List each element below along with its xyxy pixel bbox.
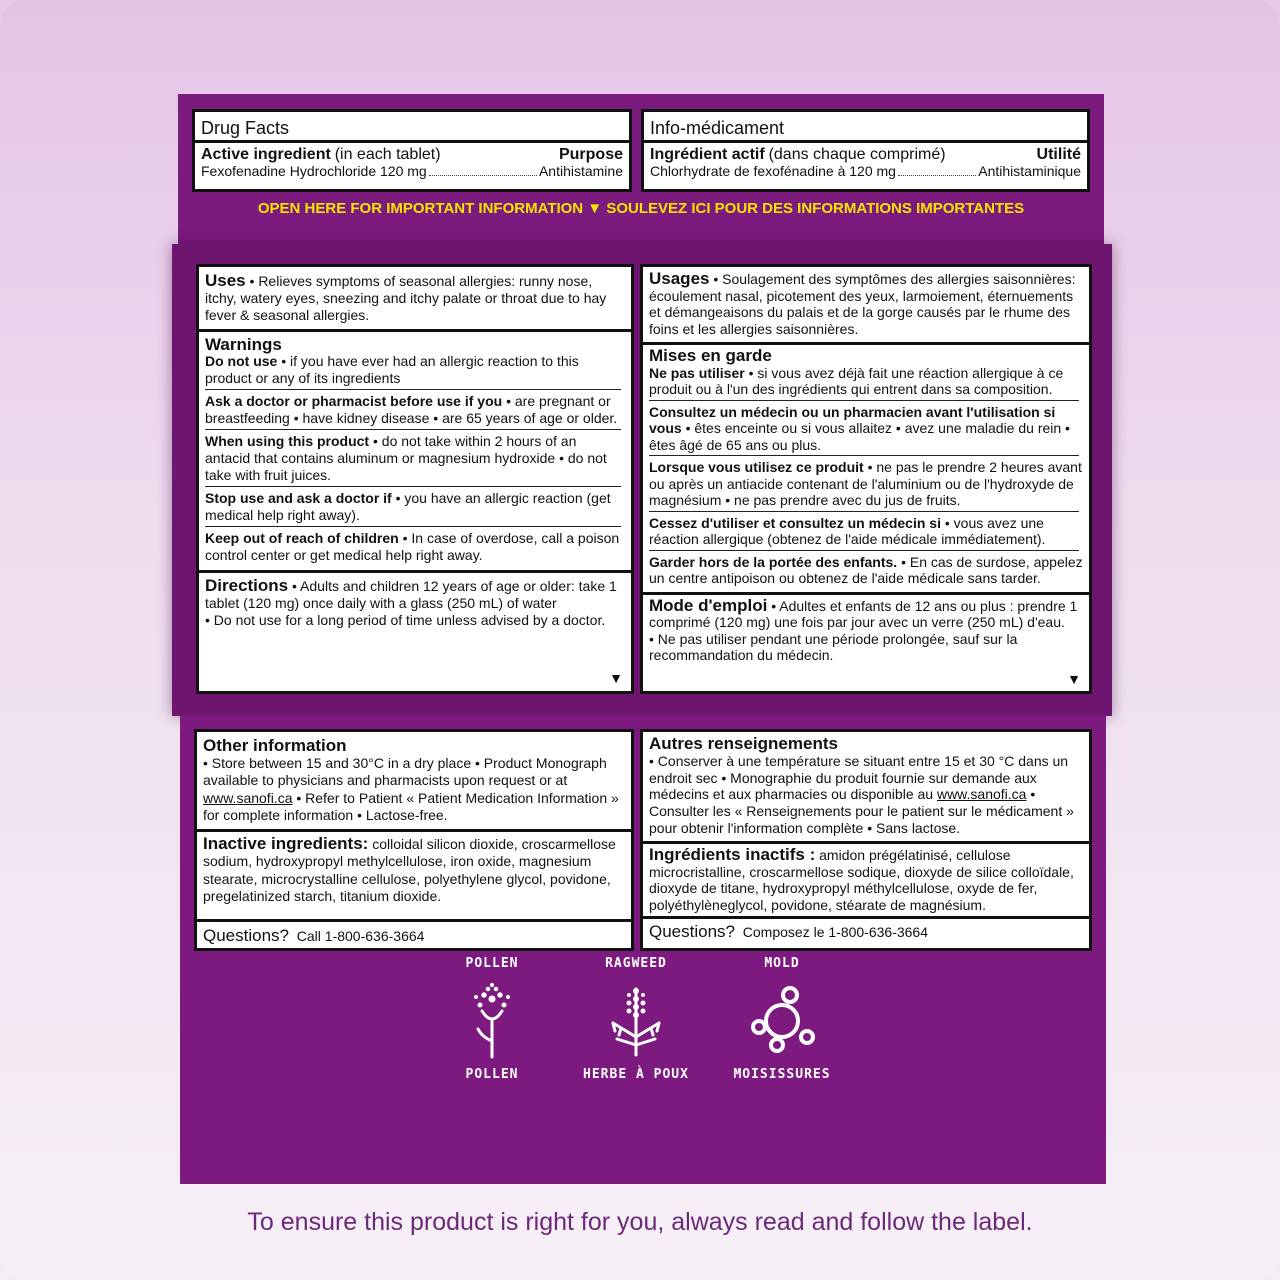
directions-text: • Adults and children 12 years of age or older: take 1 tablet (120 mg) once daily with a glass (250 mL) of water: [205, 578, 617, 611]
leader-dots: [898, 175, 976, 176]
questions-heading-fr: Questions?: [649, 922, 735, 941]
pollen-icon: [462, 981, 522, 1059]
stop-use-heading: Stop use and ask a doctor if: [205, 490, 392, 506]
uses-warnings-panel-en: [196, 264, 634, 694]
purpose-value-fr: Antihistaminique: [978, 163, 1081, 179]
footer-disclaimer: To ensure this product is right for you, always read and follow the label.: [247, 1208, 1033, 1236]
inactive-heading: Inactive ingredients:: [203, 833, 369, 853]
other-info-heading-fr: Autres renseignements: [649, 734, 838, 753]
ask-doctor-heading: Ask a doctor or pharmacist before use if you: [205, 393, 503, 409]
warnings-heading-fr: Mises en garde: [649, 346, 772, 365]
uses-heading-fr: Usages: [649, 269, 710, 288]
directions-text-2-fr: • Ne pas utiliser pendant une période prolongée, sauf sur la recommandation du médecin.: [649, 630, 1018, 663]
other-info-heading: Other information: [203, 736, 347, 755]
mold-badge: [712, 956, 852, 1082]
drug-facts-header-fr: [641, 109, 1090, 192]
questions-text-fr[interactable]: Composez le 1-800-636-3664: [742, 924, 929, 940]
triangle-down-icon: ▼: [609, 670, 623, 686]
active-ingredient-note: (in each tablet): [334, 146, 441, 163]
other-info-text-2: • Refer to Patient « Patient Medication Information » for complete information • Lactose-free.: [203, 789, 619, 823]
other-info-panel-en: [194, 729, 634, 951]
when-using-text-fr: • ne pas le prendre 2 heures avant ou après un antiacide contenant de l'aluminium ou de l'hydroxyde de magnésium • ne pas prendre avec du jus de fruits.: [649, 459, 1082, 508]
questions-heading: Questions?: [203, 926, 289, 945]
keep-out-heading-fr: Garder hors de la portée des enfants.: [649, 553, 898, 570]
purpose-label-fr: Utilité: [1036, 146, 1081, 163]
ingredient-value: Fexofenadine Hydrochloride 120 mg: [201, 163, 427, 179]
directions-text-fr: • Adultes et enfants de 12 ans ou plus : prendre 1 comprimé (120 mg) une fois par jour avec un verre (250 mL) d'eau.: [649, 597, 1078, 630]
active-ingredient-label-fr: Ingrédient actif: [650, 146, 765, 163]
directions-text-2: • Do not use for a long period of time unless advised by a doctor.: [205, 612, 606, 628]
stop-use-text: • you have an allergic reaction (get medical help right away).: [205, 490, 611, 523]
ask-doctor-text: • are pregnant or breastfeeding • have kidney disease • are 65 years of age or older.: [205, 393, 618, 426]
ragweed-icon: [601, 981, 671, 1059]
directions-heading: Directions: [205, 576, 289, 595]
drug-facts-header-en: [192, 109, 632, 192]
directions-heading-fr: Mode d'emploi: [649, 595, 768, 615]
do-not-use-text-fr: • si vous avez déjà fait une réaction allergique à ce produit ou à l'un des ingrédients qui entrent dans sa composition.: [649, 364, 1064, 397]
open-here-banner[interactable]: OPEN HERE FOR IMPORTANT INFORMATION ▼ SOULEVEZ ICI POUR DES INFORMATIONS IMPORTANTES: [257, 200, 1025, 217]
ragweed-badge: [566, 956, 706, 1082]
inactive-text-fr: amidon prégélatinisé, cellulose microcristalline, croscarmellose sodique, dioxyde de silice colloïdale, dioxyde de titane, hydroxypropyl méthylcellulose, oxyde de fer, polyéthylèneglycol, povidone, stéarate de magnésium.: [649, 846, 1074, 914]
mold-icon: [747, 981, 817, 1059]
ask-doctor-heading-fr: Consultez un médecin ou un pharmacien avant l'utilisation si vous: [649, 403, 1056, 436]
keep-out-heading: Keep out of reach of children: [205, 530, 399, 546]
inactive-text: colloidal silicon dioxide, croscarmellose sodium, hydroxypropyl methylcellulose, iron oxide, magnesium stearate, microcrystalline cellulose, polyethylene glycol, povidone, pregelatinized starch, titanium dioxide.: [203, 835, 616, 904]
keep-out-text: • In case of overdose, call a poison control center or get medical help right away.: [205, 530, 620, 563]
uses-text-fr: • Soulagement des symptômes des allergies saisonnières: écoulement nasal, picotement des yeux, larmoiement, éternuements et démangeaisons du palais et de la gorge causés par le rhume des foins et les allergies saisonnières.: [649, 271, 1076, 337]
uses-text: • Relieves symptoms of seasonal allergies: runny nose, itchy, watery eyes, sneezing and itchy palate or throat due to hay fever & seasonal allergies.: [205, 273, 607, 323]
when-using-heading-fr: Lorsque vous utilisez ce produit: [649, 459, 864, 475]
other-info-text: • Store between 15 and 30°C in a dry place • Product Monograph available to physicians and pharmacists upon request or at: [203, 754, 607, 788]
other-info-text-2-fr: • Consulter les « Renseignements pour le patient sur le médicament » pour obtenir l'information complète • Sans lactose.: [649, 786, 1074, 836]
uses-warnings-panel-fr: [640, 264, 1092, 694]
keep-out-text-fr: • En cas de surdose, appelez un centre antipoison ou obtenez de l'aide médicale sans tarder.: [649, 553, 1083, 586]
ingredient-value-fr: Chlorhydrate de fexofénadine à 120 mg: [650, 163, 896, 179]
ragweed-label-top: RAGWEED: [605, 956, 667, 971]
stop-use-heading-fr: Cessez d'utiliser et consultez un médecin si: [649, 514, 941, 531]
ask-doctor-text-fr: • êtes enceinte ou si vous allaitez • avez une maladie du rein • êtes âgé de 65 ans ou plus.: [649, 420, 1070, 453]
active-ingredient-label: Active ingredient: [201, 146, 331, 163]
purpose-value: Antihistamine: [538, 163, 623, 179]
leader-dots: [429, 175, 537, 176]
pollen-label-top: POLLEN: [465, 956, 519, 971]
purpose-label: Purpose: [558, 146, 623, 163]
other-info-text-fr: • Conserver à une température se situant entre 15 et 30 °C dans un endroit sec • Monographie du produit fournie sur demande aux médecins et aux pharmacies ou disponible au: [649, 752, 1069, 803]
sanofi-link[interactable]: www.sanofi.ca: [203, 789, 293, 806]
pollen-badge: [422, 956, 562, 1082]
sanofi-link-fr[interactable]: www.sanofi.ca: [936, 786, 1027, 803]
when-using-text: • do not take within 2 hours of an antacid that contains aluminum or magnesium hydroxide • do not take with fruit juices.: [205, 433, 607, 483]
drug-facts-title: Drug Facts: [201, 118, 290, 138]
ragweed-label-bottom: HERBE À POUX: [583, 1067, 689, 1082]
do-not-use-heading: Do not use: [205, 353, 278, 369]
mold-label-top: MOLD: [764, 956, 800, 971]
triangle-down-icon: ▼: [1067, 670, 1081, 687]
uses-heading: Uses: [205, 271, 246, 290]
pollen-label-bottom: POLLEN: [465, 1067, 519, 1082]
do-not-use-text: • if you have ever had an allergic reaction to this product or any of its ingredients: [205, 353, 579, 386]
stop-use-text-fr: • vous avez une réaction allergique (obtenez de l'aide médicale immédiatement).: [649, 514, 1046, 547]
other-info-panel-fr: [640, 729, 1092, 951]
questions-text[interactable]: Call 1-800-636-3664: [296, 928, 425, 944]
inactive-heading-fr: Ingrédients inactifs :: [649, 844, 816, 864]
do-not-use-heading-fr: Ne pas utiliser: [649, 364, 745, 381]
warnings-heading: Warnings: [205, 335, 282, 354]
when-using-heading: When using this product: [205, 433, 370, 449]
mold-label-bottom: MOISISSURES: [733, 1067, 831, 1082]
drug-facts-title-fr: Info-médicament: [650, 118, 785, 138]
active-ingredient-note-fr: (dans chaque comprimé): [768, 146, 946, 163]
